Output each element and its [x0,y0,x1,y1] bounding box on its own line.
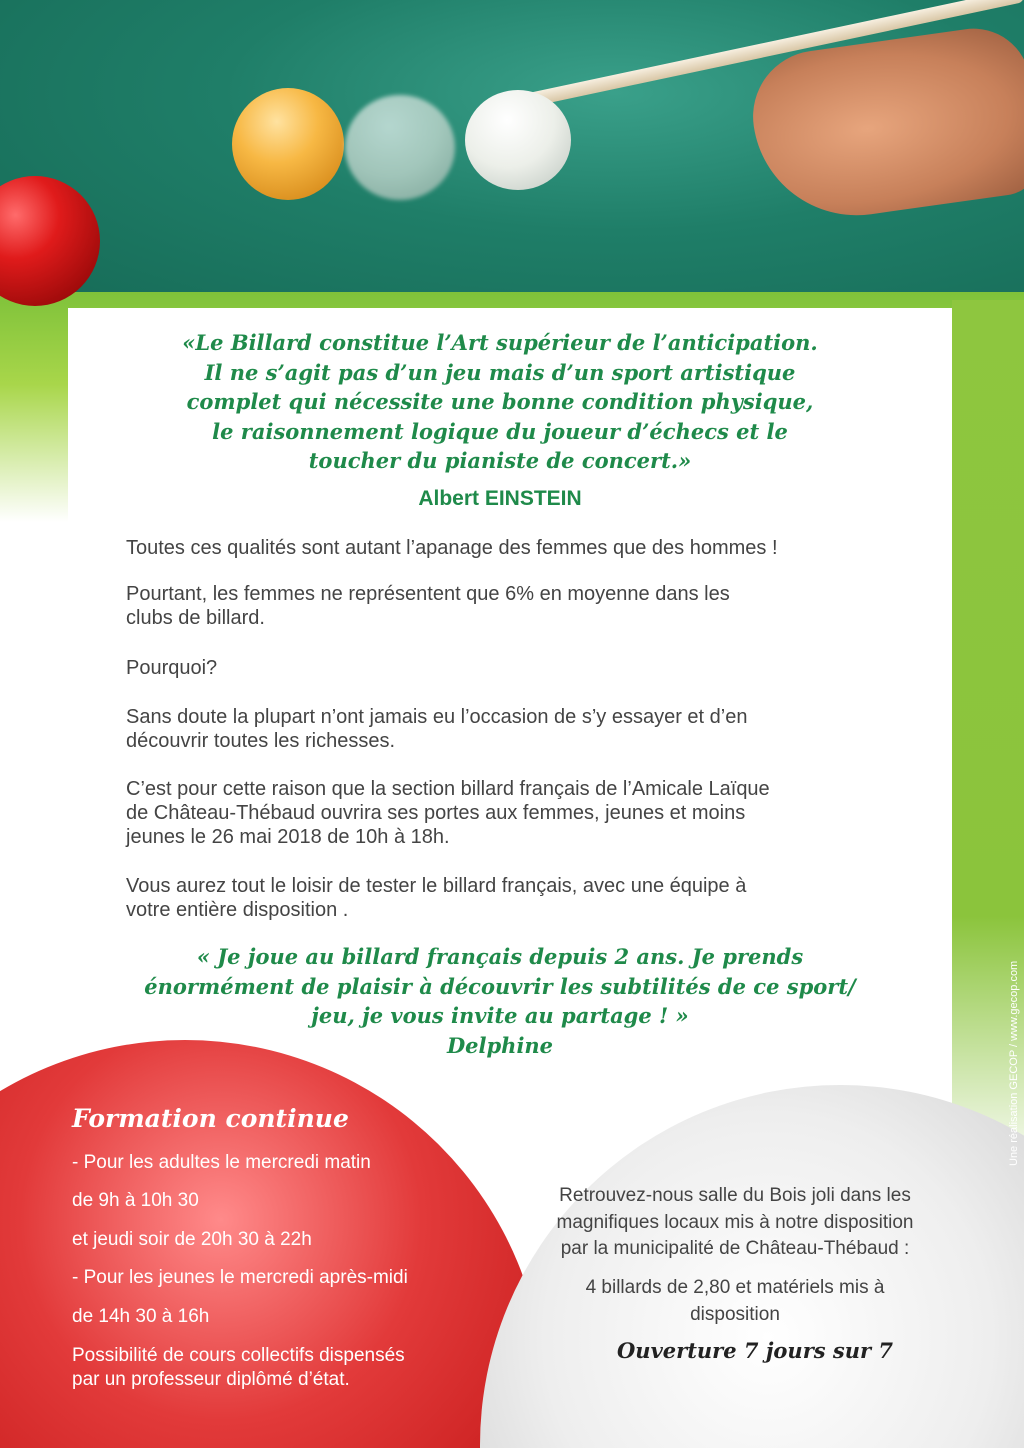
opening-hours: Ouverture 7 jours sur 7 [617,1338,893,1363]
quote-author: Albert EINSTEIN [418,487,582,510]
body-line: découvrir toutes les richesses. [126,730,396,752]
body-paragraph-1 [126,536,916,560]
einstein-quote [100,328,900,476]
body-line: C’est pour cette raison que la section billard français de l’Amicale Laïque [126,778,770,800]
body-line: Pourtant, les femmes ne représentent que 6% en moyenne dans les [126,583,730,605]
quote-line: complet qui nécessite une bonne condition physique, [186,389,814,414]
formation-line: - Pour les jeunes le mercredi après-midi [72,1267,408,1288]
venue-line: par la municipalité de Château-Thébaud : [560,1238,910,1259]
formation-line: et jeudi soir de 20h 30 à 22h [72,1229,312,1250]
formation-note-line: par un professeur diplômé d’état. [72,1369,350,1390]
body-paragraph-4 [126,705,916,753]
formation-note [72,1344,512,1392]
large-grey-ball-graphic [480,1085,1024,1448]
body-line: Sans doute la plupart n’ont jamais eu l’occasion de s’y essayer et d’en [126,706,748,728]
body-line: Pourquoi? [126,657,218,679]
quote-line: énormément de plaisir à découvrir les subtilités de ce sport/ [144,973,856,999]
body-paragraph-3 [126,656,916,680]
body-paragraph-2 [126,582,916,630]
body-line: clubs de billard. [126,607,265,629]
quote-line: le raisonnement logique du joueur d’échecs et le [212,418,788,444]
body-paragraph-5 [126,777,916,849]
quote-line: Il ne s’agit pas d’un jeu mais d’un sport artistique [204,359,796,385]
formation-line: de 9h à 10h 30 [72,1190,199,1211]
body-line: de Château-Thébaud ouvrira ses portes aux femmes, jeunes et moins [126,802,746,824]
venue-line: Retrouvez-nous salle du Bois joli dans les [559,1185,911,1206]
equipment-description [535,1275,935,1328]
quote-line: jeu, je vous invite au partage ! » [311,1003,689,1028]
quote-line: «Le Billard constitue l’Art supérieur de l’anticipation. [182,330,818,355]
yellow-ball [232,88,344,200]
quote-author: Delphine [446,1032,554,1058]
formation-title: Formation continue [72,1104,349,1133]
quote-line: toucher du pianiste de concert.» [308,448,692,473]
credit-text: Une réalisation GECOP / www.gecop.com [1008,960,1020,1166]
formation-note-line: Possibilité de cours collectifs dispensés [72,1345,405,1366]
white-ball-motion-blur [345,95,455,200]
venue-line: magnifiques locaux mis à notre disposition [556,1211,914,1233]
body-line: Vous aurez tout le loisir de tester le billard français, avec une équipe à [126,875,747,897]
venue-description [535,1183,935,1263]
formation-line: - Pour les adultes le mercredi matin [72,1152,371,1173]
venue-line: disposition [690,1303,780,1325]
venue-line: 4 billards de 2,80 et matériels mis à [585,1277,885,1298]
body-paragraph-6 [126,874,916,922]
formation-line: de 14h 30 à 16h [72,1306,210,1327]
body-line: votre entière disposition . [126,899,349,921]
body-line: Toutes ces qualités sont autant l’apanage des femmes que des hommes ! [126,537,778,559]
body-line: jeunes le 26 mai 2018 de 10h à 18h. [126,826,450,848]
quote-line: « Je joue au billard français depuis 2 ans. Je prends [196,944,804,969]
white-ball [465,90,571,190]
